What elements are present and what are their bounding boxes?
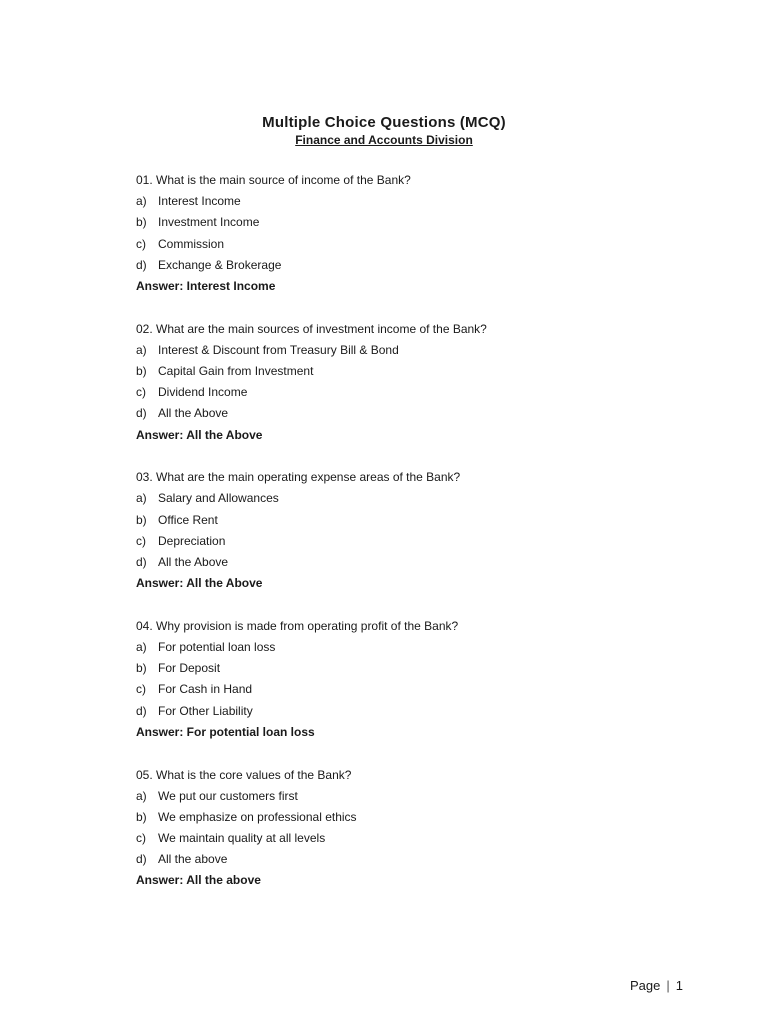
option-letter: b) <box>136 215 147 230</box>
option-text: We maintain quality at all levels <box>158 831 326 846</box>
option-text: Interest Income <box>158 194 241 209</box>
option-letter: d) <box>136 406 147 421</box>
question-text: 04. Why provision is made from operating profit of the Bank? <box>136 618 459 633</box>
answer-option <box>136 362 696 383</box>
option-letter: d) <box>136 555 147 569</box>
answer-option <box>136 404 696 425</box>
answer-option <box>136 341 696 362</box>
answer-option <box>136 532 696 553</box>
answer-option <box>136 850 696 871</box>
question-text: 02. What are the main sources of investment income of the Bank? <box>136 321 487 336</box>
answer-option <box>136 192 696 213</box>
answer-option <box>136 702 696 723</box>
option-text: For Cash in Hand <box>158 682 253 697</box>
subtitle-text: Finance and Accounts Division <box>295 133 473 147</box>
option-text: Capital Gain from Investment <box>158 364 314 378</box>
option-text: Dividend Income <box>158 385 248 400</box>
question-list <box>136 171 696 914</box>
question-block <box>136 617 696 744</box>
page-subtitle <box>0 133 768 147</box>
answer-option <box>136 489 696 510</box>
answer-line: Answer: All the above <box>136 873 261 888</box>
page-label: Page <box>630 978 661 993</box>
option-text: For potential loan loss <box>158 640 276 655</box>
option-text: We emphasize on professional ethics <box>158 809 357 824</box>
question-text: 03. What are the main operating expense areas of the Bank? <box>136 470 461 485</box>
option-text: Investment Income <box>158 215 260 230</box>
option-letter: b) <box>136 512 147 527</box>
answer-option <box>136 511 696 532</box>
option-letter: a) <box>136 194 147 209</box>
option-letter: c) <box>136 682 146 697</box>
answer-option <box>136 680 696 701</box>
page-title: Multiple Choice Questions (MCQ) <box>262 114 506 131</box>
option-letter: a) <box>136 640 147 655</box>
answer-line: Answer: All the Above <box>136 576 263 591</box>
answer-line: Answer: For potential loan loss <box>136 724 315 739</box>
option-text: We put our customers first <box>158 788 298 803</box>
answer-option <box>136 383 696 404</box>
answer-option <box>136 213 696 234</box>
question-text: 01. What is the main source of income of the Bank? <box>136 173 411 187</box>
option-text: Depreciation <box>158 533 226 548</box>
option-text: For Deposit <box>158 661 221 676</box>
answer-option <box>136 256 696 277</box>
option-text: Commission <box>158 236 225 251</box>
question-block <box>136 171 696 298</box>
question-block <box>136 468 696 595</box>
option-letter: a) <box>136 342 147 357</box>
question-text: 05. What is the core values of the Bank? <box>136 767 352 782</box>
answer-option <box>136 787 696 808</box>
option-text: Salary and Allowances <box>158 491 279 506</box>
option-text: Interest & Discount from Treasury Bill & Bond <box>158 342 399 357</box>
answer-line: Answer: Interest Income <box>136 278 276 293</box>
answer-line: Answer: All the Above <box>136 427 263 442</box>
option-letter: c) <box>136 236 146 251</box>
option-letter: b) <box>136 364 147 378</box>
question-block <box>136 320 696 447</box>
option-letter: d) <box>136 257 147 272</box>
option-letter: c) <box>136 831 146 846</box>
page-number: 1 <box>675 978 683 993</box>
question-block <box>136 766 696 893</box>
option-text: All the Above <box>158 406 229 421</box>
answer-option <box>136 638 696 659</box>
option-letter: c) <box>136 385 146 400</box>
option-letter: a) <box>136 788 147 803</box>
page-separator: | <box>666 978 670 993</box>
option-text: Office Rent <box>158 512 218 527</box>
answer-option <box>136 808 696 829</box>
answer-option <box>136 553 696 574</box>
option-letter: b) <box>136 809 147 824</box>
option-text: All the Above <box>158 555 229 569</box>
option-letter: d) <box>136 852 147 867</box>
answer-option <box>136 829 696 850</box>
option-letter: c) <box>136 533 146 548</box>
option-letter: a) <box>136 491 147 506</box>
page-footer <box>630 978 683 993</box>
option-text: All the above <box>158 852 228 867</box>
answer-option <box>136 659 696 680</box>
option-text: Exchange & Brokerage <box>158 257 282 272</box>
option-text: For Other Liability <box>158 703 253 718</box>
answer-option <box>136 235 696 256</box>
option-letter: d) <box>136 703 147 718</box>
option-letter: b) <box>136 661 147 676</box>
